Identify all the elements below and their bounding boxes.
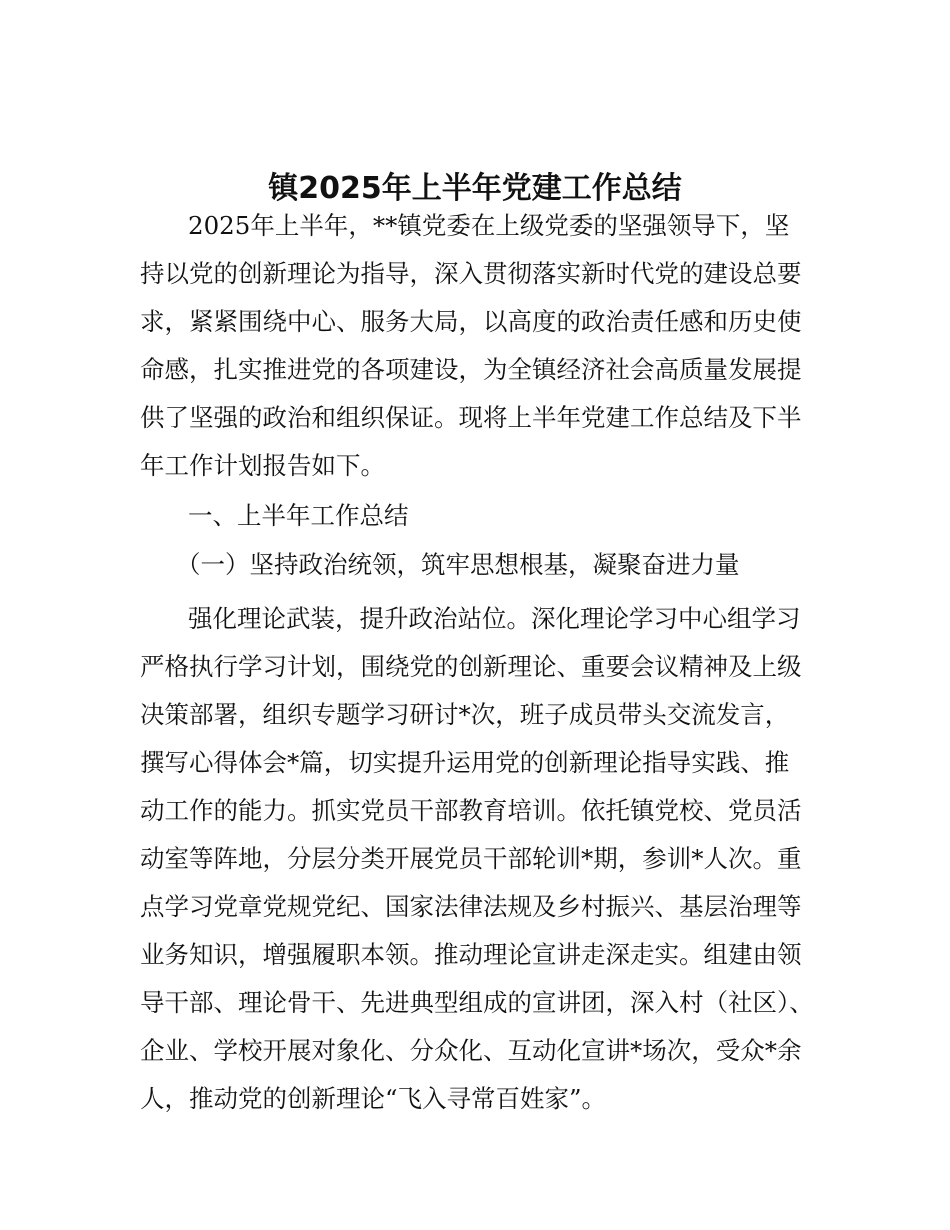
- section-heading: 一、上半年工作总结: [188, 501, 409, 530]
- body-line: 点学习党章党规党纪、国家法律法规及乡村振兴、基层治理等: [140, 892, 802, 921]
- body-line: 企业、学校开展对象化、分众化、互动化宣讲*场次，受众*余: [140, 1036, 802, 1065]
- body-line: 决策部署，组织专题学习研讨*次，班子成员带头交流发言，: [140, 700, 790, 729]
- subsection-heading: （一）坚持政治统领，筑牢思想根基，凝聚奋进力量: [176, 550, 740, 579]
- intro-line: 2025年上半年，**镇党委在上级党委的坚强领导下，坚: [188, 211, 790, 240]
- body-line: 撰写心得体会*篇，切实提升运用党的创新理论指导实践、推: [140, 748, 790, 777]
- body-line: 动工作的能力。抓实党员干部教育培训。依托镇党校、党员活: [140, 796, 802, 825]
- body-line: 强化理论武装，提升政治站位。深化理论学习中心组学习: [188, 604, 801, 633]
- body-line: 业务知识，增强履职本领。推动理论宣讲走深走实。组建由领: [140, 940, 802, 969]
- intro-line: 求，紧紧围绕中心、服务大局，以高度的政治责任感和历史使: [140, 307, 802, 336]
- body-line: 严格执行学习计划，围绕党的创新理论、重要会议精神及上级: [140, 652, 802, 681]
- intro-line: 年工作计划报告如下。: [140, 451, 385, 480]
- intro-line: 命感，扎实推进党的各项建设，为全镇经济社会高质量发展提: [140, 355, 802, 384]
- document-title: 镇2025年上半年党建工作总结: [268, 171, 682, 206]
- intro-line: 供了坚强的政治和组织保证。现将上半年党建工作总结及下半: [140, 403, 802, 432]
- intro-line: 持以党的创新理论为指导，深入贯彻落实新时代党的建设总要: [140, 259, 802, 288]
- body-line: 动室等阵地，分层分类开展党员干部轮训*期，参训*人次。重: [140, 844, 802, 873]
- body-line: 人，推动党的创新理论“飞入寻常百姓家”。: [140, 1084, 607, 1113]
- body-line: 导干部、理论骨干、先进典型组成的宣讲团，深入村（社区）、: [140, 988, 814, 1017]
